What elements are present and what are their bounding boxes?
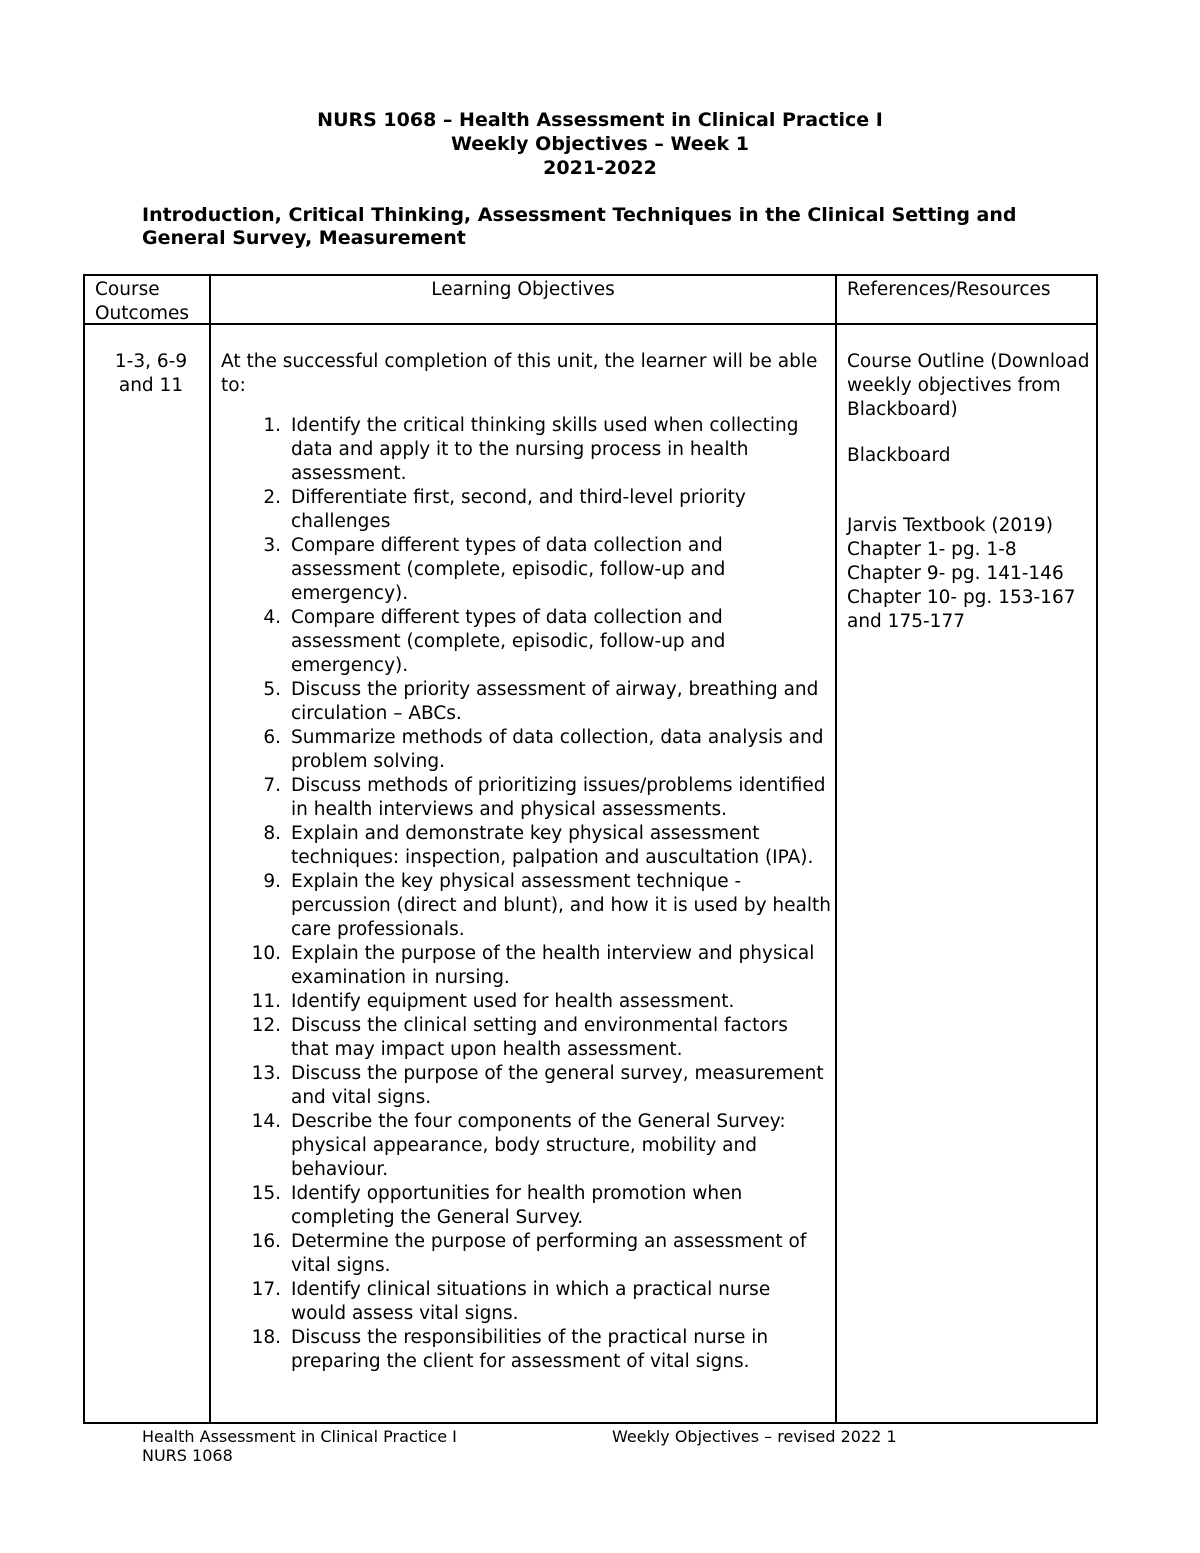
objective-text: Describe the four components of the General Survey: physical appearance, body structure, mobility and behaviour. (291, 1111, 786, 1180)
objective-item (221, 1230, 831, 1278)
objective-item (221, 1326, 831, 1374)
objective-text: Identify opportunities for health promotion when completing the General Survey. (291, 1183, 743, 1228)
objective-number: 15. (251, 1183, 281, 1204)
blackboard-reference: Blackboard (847, 445, 951, 466)
objective-text: Differentiate first, second, and third-level priority challenges (291, 487, 746, 532)
header-divider (85, 323, 1096, 325)
objective-number: 17. (251, 1279, 281, 1300)
week-title: Weekly Objectives – Week 1 (450, 133, 750, 155)
objective-text: Explain and demonstrate key physical assessment techniques: inspection, palpation and auscultation (IPA). (291, 823, 814, 868)
objective-number: 14. (251, 1111, 281, 1132)
objective-text: Identify equipment used for health assessment. (291, 991, 735, 1012)
objective-text: Summarize methods of data collection, data analysis and problem solving. (291, 727, 824, 772)
footer-left (142, 1427, 457, 1465)
objective-number: 12. (251, 1015, 281, 1036)
learning-objectives-cell (221, 350, 831, 1374)
objective-text: Discuss the clinical setting and environmental factors that may impact upon health assessment. (291, 1015, 788, 1060)
objective-item (221, 1110, 831, 1182)
objective-text: Determine the purpose of performing an assessment of vital signs. (291, 1231, 807, 1276)
objective-number: 7. (263, 775, 281, 796)
objective-item (221, 870, 831, 942)
textbook-reference: Jarvis Textbook (2019) (847, 515, 1053, 536)
objective-number: 18. (251, 1327, 281, 1348)
objective-number: 11. (251, 991, 281, 1012)
header-references: References/Resources (847, 279, 1051, 300)
objective-item (221, 678, 831, 726)
unit-subtitle: Introduction, Critical Thinking, Assessment Techniques in the Clinical Setting and General Survey, Measurement (142, 204, 1017, 249)
objective-text: Discuss the priority assessment of airway, breathing and circulation – ABCs. (291, 679, 819, 724)
chapter-reference: Chapter 1- pg. 1-8 (847, 539, 1017, 560)
objective-number: 3. (263, 535, 281, 556)
objective-item (221, 1062, 831, 1110)
objective-text: Compare different types of data collection and assessment (complete, episodic, follow-up and emergency). (291, 535, 726, 604)
objective-item (221, 942, 831, 990)
objective-number: 9. (263, 871, 281, 892)
objective-item (221, 990, 831, 1014)
objective-item (221, 606, 831, 678)
objective-text: Identify the critical thinking skills used when collecting data and apply it to the nursing process in health assessment. (291, 415, 799, 484)
objective-number: 13. (251, 1063, 281, 1084)
objective-number: 1. (263, 415, 281, 436)
objective-text: Discuss methods of prioritizing issues/problems identified in health interviews and physical assessments. (291, 775, 826, 820)
objective-item (221, 822, 831, 870)
references-cell (847, 350, 1092, 634)
objectives-intro: At the successful completion of this unit, the learner will be able to: (221, 351, 818, 396)
objective-number: 8. (263, 823, 281, 844)
document-header (0, 108, 1200, 180)
chapter-reference: Chapter 9- pg. 141-146 (847, 563, 1064, 584)
objective-text: Discuss the responsibilities of the practical nurse in preparing the client for assessment of vital signs. (291, 1327, 769, 1372)
objective-item (221, 1278, 831, 1326)
objective-text: Explain the purpose of the health interview and physical examination in nursing. (291, 943, 815, 988)
objective-item (221, 774, 831, 822)
objective-item (221, 1182, 831, 1230)
objective-item (221, 414, 831, 486)
objectives-table (83, 274, 1098, 1424)
objective-number: 10. (251, 943, 281, 964)
objective-text: Identify clinical situations in which a practical nurse would assess vital signs. (291, 1279, 771, 1324)
objective-number: 4. (263, 607, 281, 628)
column-divider (209, 276, 211, 1422)
objective-item (221, 486, 831, 534)
chapter-reference: Chapter 10- pg. 153-167 and 175-177 (847, 587, 1076, 632)
course-outline-reference: Course Outline (Download weekly objectives from Blackboard) (847, 351, 1090, 420)
header-learning-objectives: Learning Objectives (431, 279, 615, 300)
objective-text: Compare different types of data collection and assessment (complete, episodic, follow-up and emergency). (291, 607, 726, 676)
objective-item (221, 726, 831, 774)
course-title: NURS 1068 – Health Assessment in Clinical Practice I (317, 109, 883, 131)
objective-number: 2. (263, 487, 281, 508)
objectives-list (221, 414, 831, 1374)
objective-text: Explain the key physical assessment technique -percussion (direct and blunt), and how it is used by health care professionals. (291, 871, 831, 940)
footer-course-code: NURS 1068 (142, 1446, 233, 1465)
objective-text: Discuss the purpose of the general survey, measurement and vital signs. (291, 1063, 824, 1108)
academic-year: 2021-2022 (543, 157, 657, 179)
course-outcomes-value: 1-3, 6-9 and 11 (114, 351, 188, 396)
header-course-outcomes: Course Outcomes (95, 279, 190, 324)
column-divider (835, 276, 837, 1422)
footer-course-name: Health Assessment in Clinical Practice I (142, 1427, 457, 1446)
objective-number: 16. (251, 1231, 281, 1252)
objective-item (221, 534, 831, 606)
objective-item (221, 1014, 831, 1062)
footer-revision: Weekly Objectives – revised 2022 1 (612, 1427, 897, 1446)
objective-number: 5. (263, 679, 281, 700)
objective-number: 6. (263, 727, 281, 748)
